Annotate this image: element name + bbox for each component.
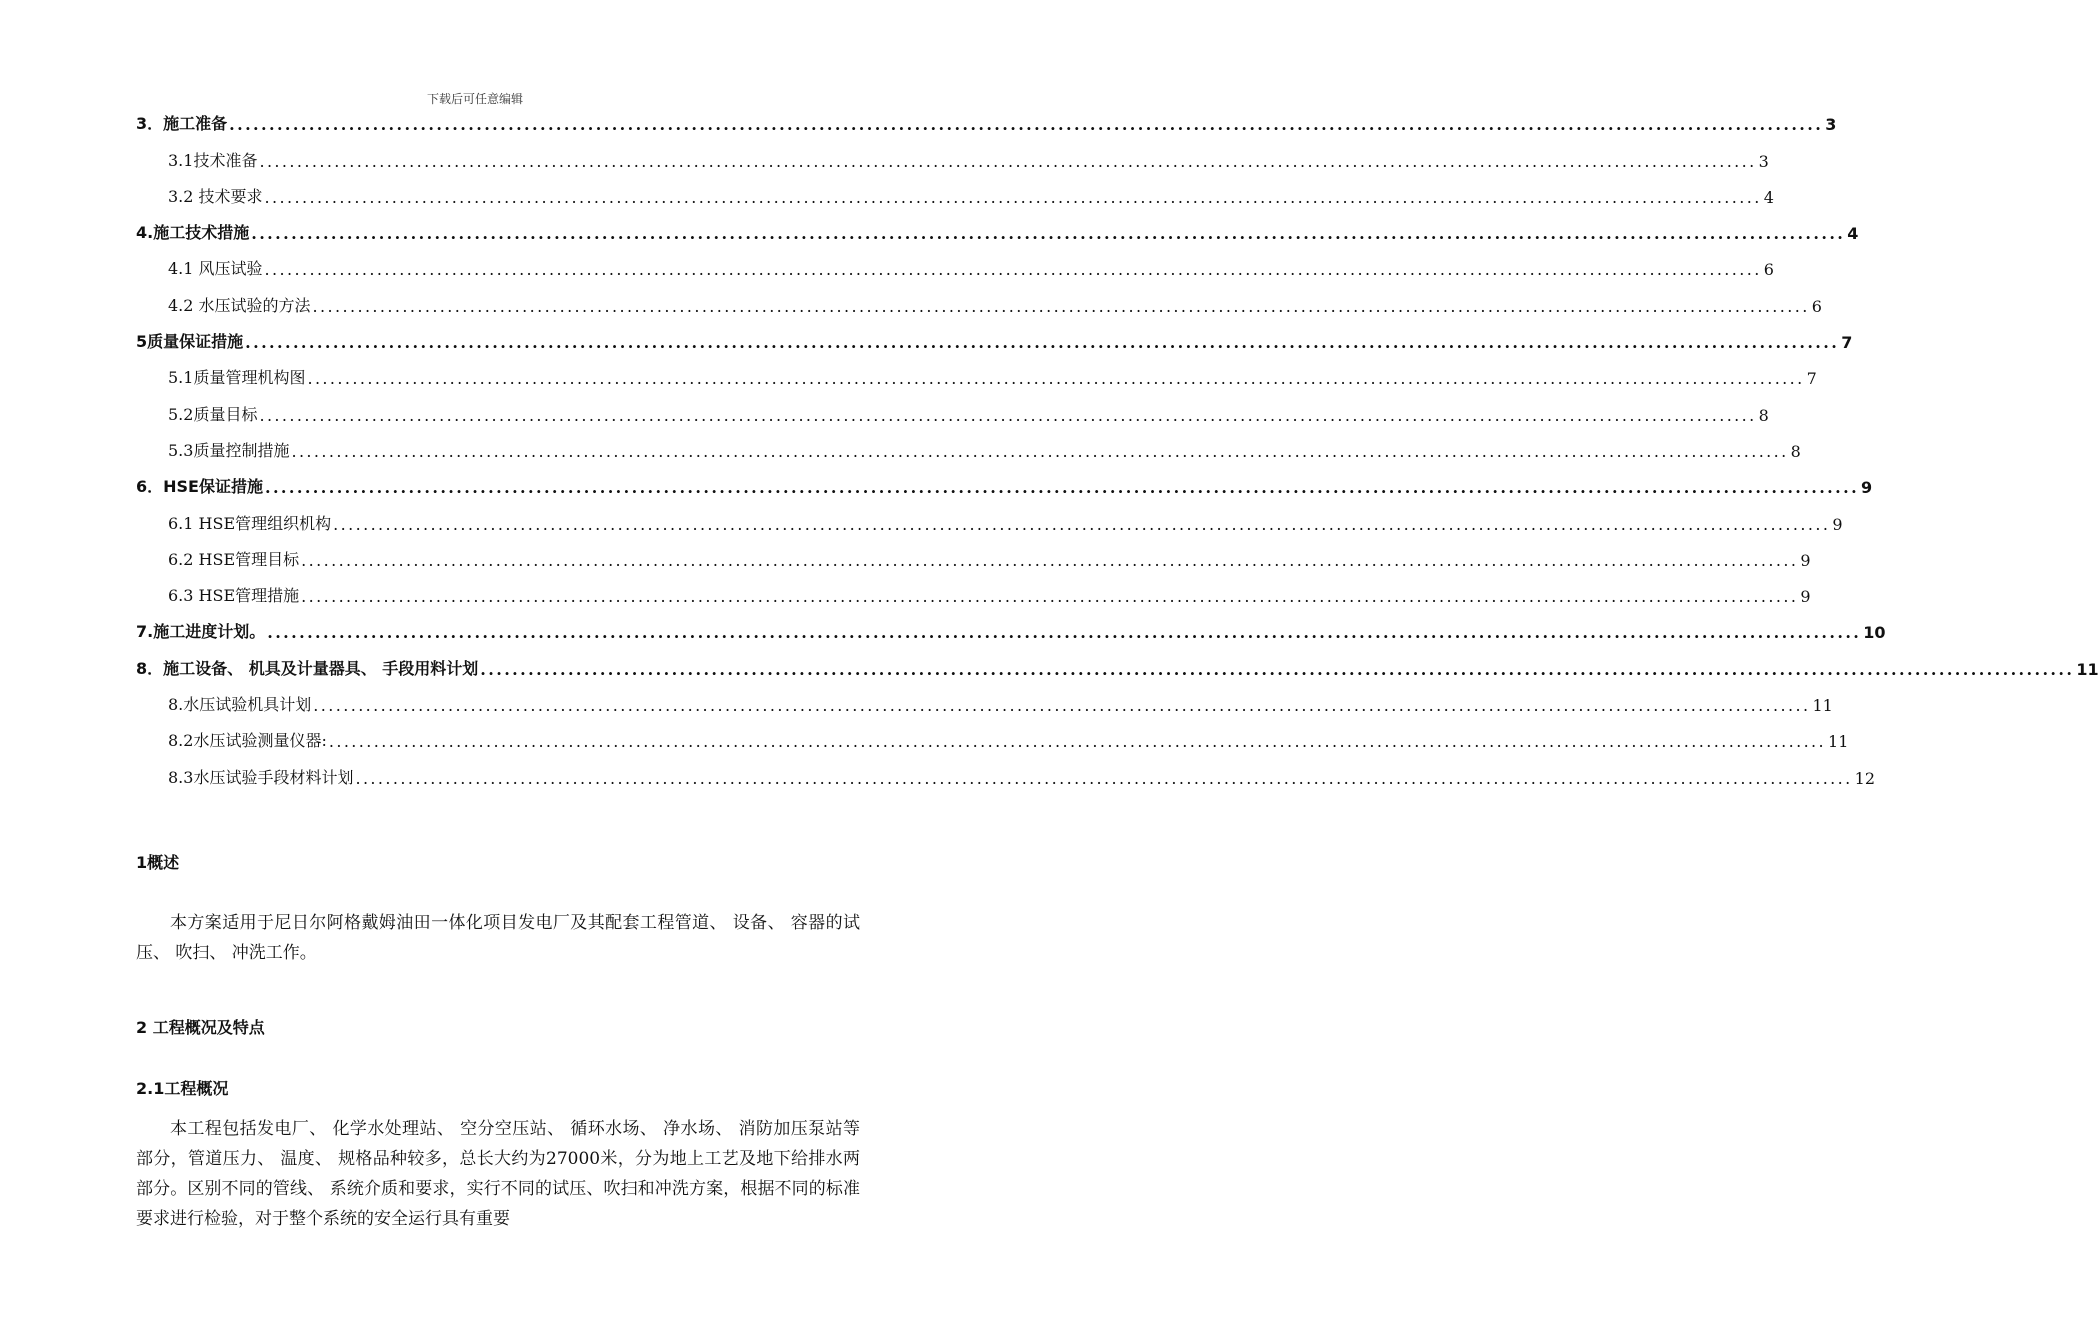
toc-entry[interactable] xyxy=(136,358,1817,394)
subsection-heading: 2.1工程概况 xyxy=(136,1079,229,1098)
toc-entry-page: 3 xyxy=(1758,151,1769,171)
toc-entry-label: 8.水压试验机具计划 xyxy=(168,695,312,715)
paragraph: 本方案适用于尼日尔阿格戴姆油田一体化项目发电厂及其配套工程管道、 设备、 容器的试压、 吹扫、 冲洗工作。 xyxy=(136,913,860,963)
toc-entry-page: 10 xyxy=(1863,623,1886,643)
toc-entry-label: 8．施工设备、 机具及计量器具、 手段用料计划 xyxy=(136,658,479,678)
toc-entry-label: 4.2 水压试验的方法 xyxy=(168,295,311,315)
toc-entry-page: 6 xyxy=(1811,296,1822,316)
toc-entry-page: 7 xyxy=(1841,333,1853,353)
section-1-heading xyxy=(136,850,860,873)
toc-entry-page: 9 xyxy=(1832,514,1843,534)
toc-entry[interactable] xyxy=(136,576,1811,612)
toc-entry[interactable] xyxy=(136,213,1859,249)
toc-entry-label: 8.2水压试验测量仪器: xyxy=(168,731,327,751)
toc-entry-label: 4.施工技术措施 xyxy=(136,223,250,243)
toc-entry-label: 6．HSE保证措施 xyxy=(136,477,263,497)
section-heading: 1概述 xyxy=(136,853,180,872)
toc-entry[interactable] xyxy=(136,104,1837,140)
toc-entry-page: 11 xyxy=(1812,696,1833,716)
paragraph: 本工程包括发电厂、 化学水处理站、 空分空压站、 循环水场、 净水场、 消防加压泵站等部分，管道压力、 温度、 规格品种较多，总长大约为27000米，分为地上工艺及地下给排水两部分。区别不同的管线、 系统介质和要求，实行不同的试压、吹扫和冲洗方案，根据不同的标准要求进行检验，对于整个系统的安全运行具有重要 xyxy=(136,1119,860,1229)
toc-entry-page: 12 xyxy=(1854,768,1875,788)
toc-entry[interactable] xyxy=(136,503,1843,539)
toc-entry[interactable] xyxy=(136,467,1873,503)
toc-entry[interactable] xyxy=(136,322,1853,358)
toc-entry[interactable] xyxy=(136,612,1886,648)
toc-entry-page: 9 xyxy=(1800,587,1811,607)
toc-entry-label: 3.1技术准备 xyxy=(168,150,258,170)
toc-entry[interactable] xyxy=(136,648,2099,684)
toc-entry-page: 7 xyxy=(1806,369,1817,389)
toc-entry-page: 4 xyxy=(1847,224,1859,244)
toc-leader-dots: ........................................................................................................................................................................................................ xyxy=(264,187,1762,207)
toc-leader-dots: ........................................................................................................................................................................................................ xyxy=(245,333,1840,353)
toc-entry-label: 7.施工进度计划。 xyxy=(136,622,266,642)
toc-entry[interactable] xyxy=(136,431,1801,467)
toc-entry-label: 6.2 HSE管理目标 xyxy=(168,549,300,569)
toc-entry-page: 11 xyxy=(1828,732,1849,752)
toc-entry-label: 3.2 技术要求 xyxy=(168,186,263,206)
toc-entry[interactable] xyxy=(136,140,1769,176)
toc-leader-dots: ........................................................................................................................................................................................................ xyxy=(264,478,1860,498)
toc-entry[interactable] xyxy=(136,685,1833,721)
toc-entry-page: 6 xyxy=(1763,260,1774,280)
toc-entry[interactable] xyxy=(136,721,1849,757)
toc-leader-dots: ........................................................................................................................................................................................................ xyxy=(291,441,1789,461)
toc-entry-label: 8.3水压试验手段材料计划 xyxy=(168,767,354,787)
toc-entry-label: 5.3质量控制措施 xyxy=(168,440,290,460)
toc-entry-page: 8 xyxy=(1790,441,1801,461)
section-2-1-heading xyxy=(136,1076,860,1099)
toc-entry[interactable] xyxy=(136,394,1769,430)
toc-entry[interactable] xyxy=(136,285,1822,321)
toc-entry-label: 5.2质量目标 xyxy=(168,404,258,424)
toc-entry-page: 8 xyxy=(1758,405,1769,425)
toc-entry-page: 4 xyxy=(1763,187,1774,207)
toc-leader-dots: ........................................................................................................................................................................................................ xyxy=(333,514,1831,534)
toc-leader-dots: ........................................................................................................................................................................................................ xyxy=(267,623,1862,643)
section-1-body xyxy=(136,908,860,968)
toc-leader-dots: ........................................................................................................................................................................................................ xyxy=(313,696,1811,716)
toc-entry[interactable] xyxy=(136,249,1774,285)
toc-leader-dots: ........................................................................................................................................................................................................ xyxy=(328,732,1827,752)
toc-leader-dots: ........................................................................................................................................................................................................ xyxy=(264,260,1762,280)
page-header: 下载后可任意编辑 xyxy=(426,92,523,106)
toc-entry[interactable] xyxy=(136,540,1811,576)
toc-leader-dots: ........................................................................................................................................................................................................ xyxy=(301,550,1799,570)
toc-entry-label: 4.1 风压试验 xyxy=(168,259,263,279)
toc-leader-dots: ........................................................................................................................................................................................................ xyxy=(229,115,1824,135)
toc-entry-page: 3 xyxy=(1825,115,1837,135)
toc-leader-dots: ........................................................................................................................................................................................................ xyxy=(307,369,1805,389)
toc-entry[interactable] xyxy=(136,177,1774,213)
section-heading: 2 工程概况及特点 xyxy=(136,1018,265,1037)
toc-leader-dots: ........................................................................................................................................................................................................ xyxy=(480,659,2075,679)
section-2-1-body xyxy=(136,1114,860,1234)
toc-entry-page: 11 xyxy=(2076,659,2099,679)
toc-leader-dots: ........................................................................................................................................................................................................ xyxy=(312,296,1810,316)
toc-entry-label: 3．施工准备 xyxy=(136,114,228,134)
table-of-contents xyxy=(136,104,2099,794)
toc-leader-dots: ........................................................................................................................................................................................................ xyxy=(259,151,1757,171)
toc-leader-dots: ........................................................................................................................................................................................................ xyxy=(355,768,1853,788)
toc-leader-dots: ........................................................................................................................................................................................................ xyxy=(301,587,1799,607)
toc-entry-page: 9 xyxy=(1861,478,1873,498)
section-2-heading xyxy=(136,1015,860,1038)
toc-entry[interactable] xyxy=(136,757,1875,793)
toc-leader-dots: ........................................................................................................................................................................................................ xyxy=(259,405,1757,425)
toc-leader-dots: ........................................................................................................................................................................................................ xyxy=(251,224,1846,244)
toc-entry-label: 5质量保证措施 xyxy=(136,332,244,352)
toc-entry-label: 5.1质量管理机构图 xyxy=(168,368,306,388)
toc-entry-label: 6.1 HSE管理组织机构 xyxy=(168,513,332,533)
toc-entry-page: 9 xyxy=(1800,550,1811,570)
toc-entry-label: 6.3 HSE管理措施 xyxy=(168,586,300,606)
